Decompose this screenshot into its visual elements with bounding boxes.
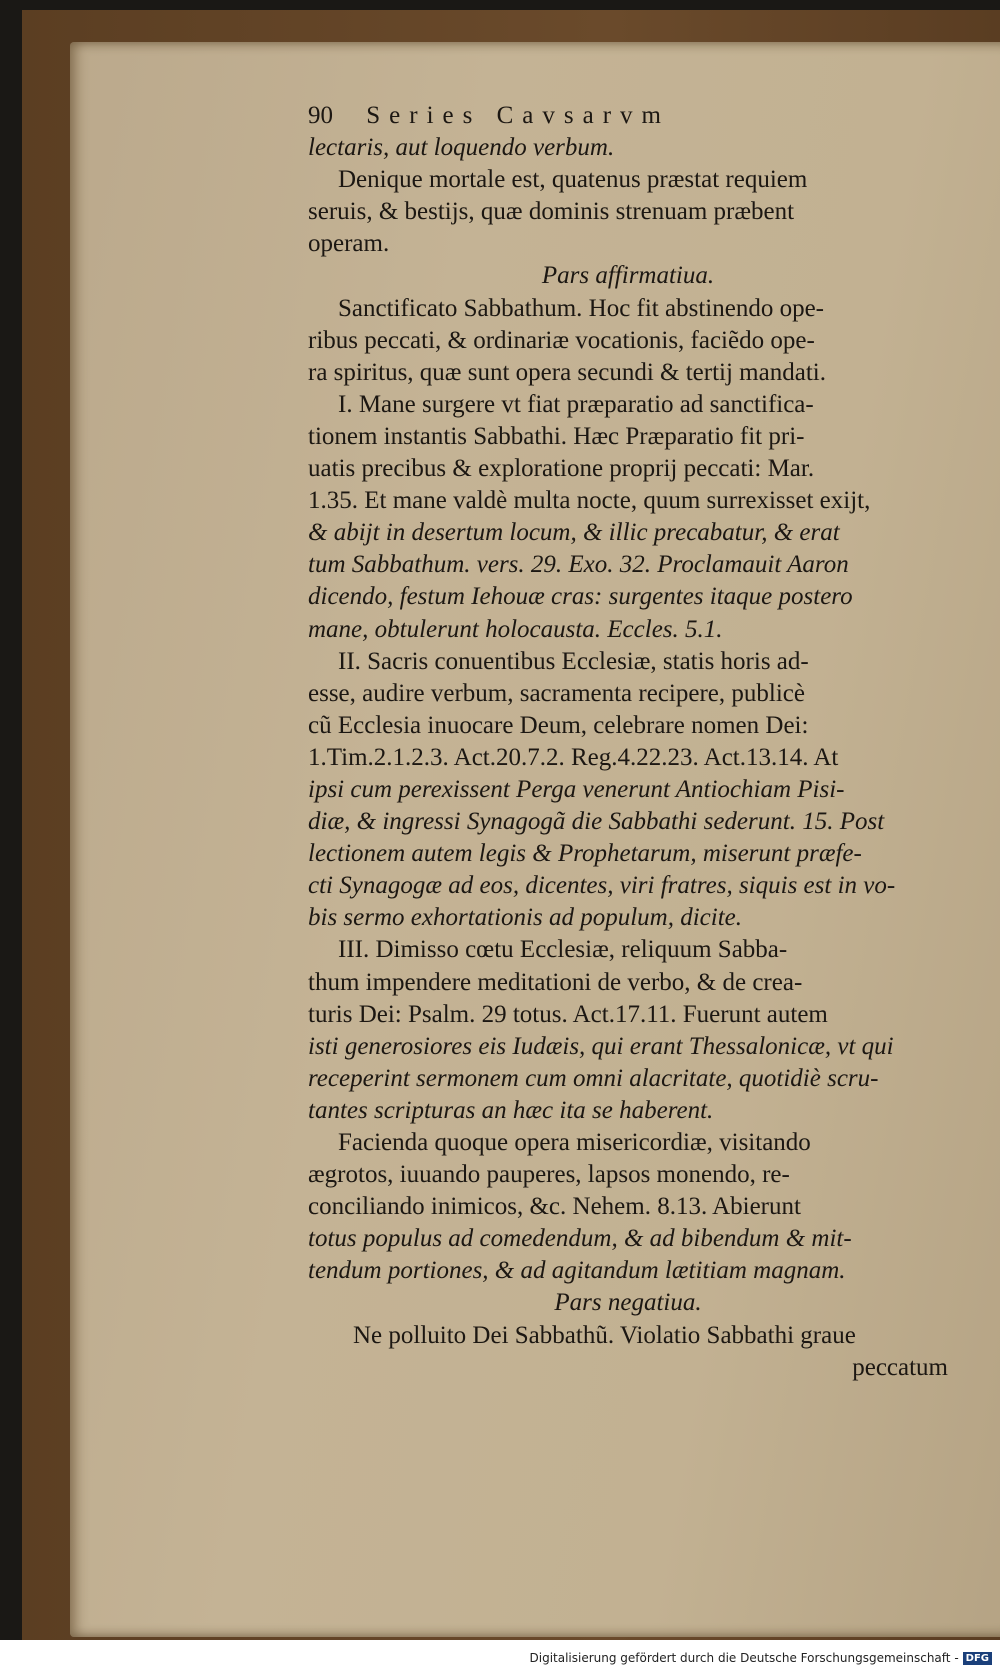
text-line: tum Sabbathum. vers. 29. Exo. 32. Proclamauit Aaron [308,551,849,579]
text-line: peccatum [852,1353,948,1381]
text-line: diæ, & ingressi Synagogã die Sabbathi sederunt. 15. Post [308,808,885,836]
text-line: tantes scripturas an hæc ita se haberent. [308,1096,714,1124]
text-line: Ne polluito Dei Sabbathũ. Violatio Sabbathi graue [353,1321,856,1349]
text-line: esse, audire verbum, sacramenta recipere, publicè [308,679,805,707]
text-line: Denique mortale est, quatenus præstat requiem [338,166,808,194]
text-line: dicendo, festum Iehouæ cras: surgentes itaque postero [308,583,853,611]
text-line: receperint sermonem cum omni alacritate, quotidiè scru- [308,1064,879,1092]
text-line: tionem instantis Sabbathi. Hæc Præparatio fit pri- [308,422,805,450]
text-line: I. Mane surgere vt fiat præparatio ad sanctifica- [338,390,814,418]
text-line: conciliando inimicos, &c. Nehem. 8.13. Abierunt [308,1193,801,1221]
text-line: tendum portiones, & ad agitandum lætitiam magnam. [308,1257,846,1285]
running-title: Series Cavsarvm [366,102,670,129]
footer-credit-text: Digitalisierung gefördert durch die Deutsche Forschungsgemeinschaft - [529,1651,959,1665]
text-line: ra spiritus, quæ sunt opera secundi & tertij mandati. [308,358,826,386]
text-line: mane, obtulerunt holocausta. Eccles. 5.1. [308,615,723,643]
text-line: ægrotos, iuuando pauperes, lapsos monendo, re- [308,1161,790,1189]
text-line: seruis, & bestijs, quæ dominis strenuam præbent [308,198,795,226]
text-line: 1.35. Et mane valdè multa nocte, quum surrexisset exijt, [308,487,871,515]
page-number: 90 [308,102,333,129]
page-text [308,100,948,1384]
text-line: lectaris, aut loquendo verbum. [308,134,615,162]
footer-credit [530,1651,993,1665]
text-line: Facienda quoque opera misericordiæ, visitando [338,1129,811,1156]
text-line: turis Dei: Psalm. 29 totus. Act.17.11. Fuerunt autem [308,1000,828,1028]
text-line: lectionem autem legis & Prophetarum, miserunt præfe- [308,840,862,868]
text-line: Pars affirmatiua. [541,262,715,290]
running-header [308,100,948,132]
dfg-logo: DFG [963,1652,992,1665]
text-line: cti Synagogæ ad eos, dicentes, viri fratres, siquis est in vo- [308,872,896,900]
text-line: ribus peccati, & ordinariæ vocationis, faciẽdo ope- [308,326,815,354]
text-line: Sanctificato Sabbathum. Hoc fit abstinendo ope- [338,294,824,322]
text-line: isti generosiores eis Iudæis, qui erant Thessalonicæ, vt qui [308,1032,894,1060]
text-line: thum impendere meditationi de verbo, & de crea- [308,968,803,996]
text-line: III. Dimisso cœtu Ecclesiæ, reliquum Sabba- [338,936,788,964]
text-lines [308,132,948,1384]
text-line: bis sermo exhortationis ad populum, dicite. [308,904,742,932]
text-line: II. Sacris conuentibus Ecclesiæ, statis horis ad- [338,647,809,675]
text-line: operam. [308,230,390,258]
text-line: & abijt in desertum locum, & illic precabatur, & erat [308,519,840,547]
text-line: ipsi cum perexissent Perga venerunt Antiochiam Pisi- [308,775,845,803]
text-line: 1.Tim.2.1.2.3. Act.20.7.2. Reg.4.22.23. Act.13.14. At [308,743,839,771]
text-line: uatis precibus & exploratione proprij peccati: Mar. [308,455,815,483]
text-line: Pars negatiua. [554,1289,702,1317]
text-line: cũ Ecclesia inuocare Deum, celebrare nomen Dei: [308,711,809,739]
text-line: totus populus ad comedendum, & ad bibendum & mit- [308,1225,852,1253]
